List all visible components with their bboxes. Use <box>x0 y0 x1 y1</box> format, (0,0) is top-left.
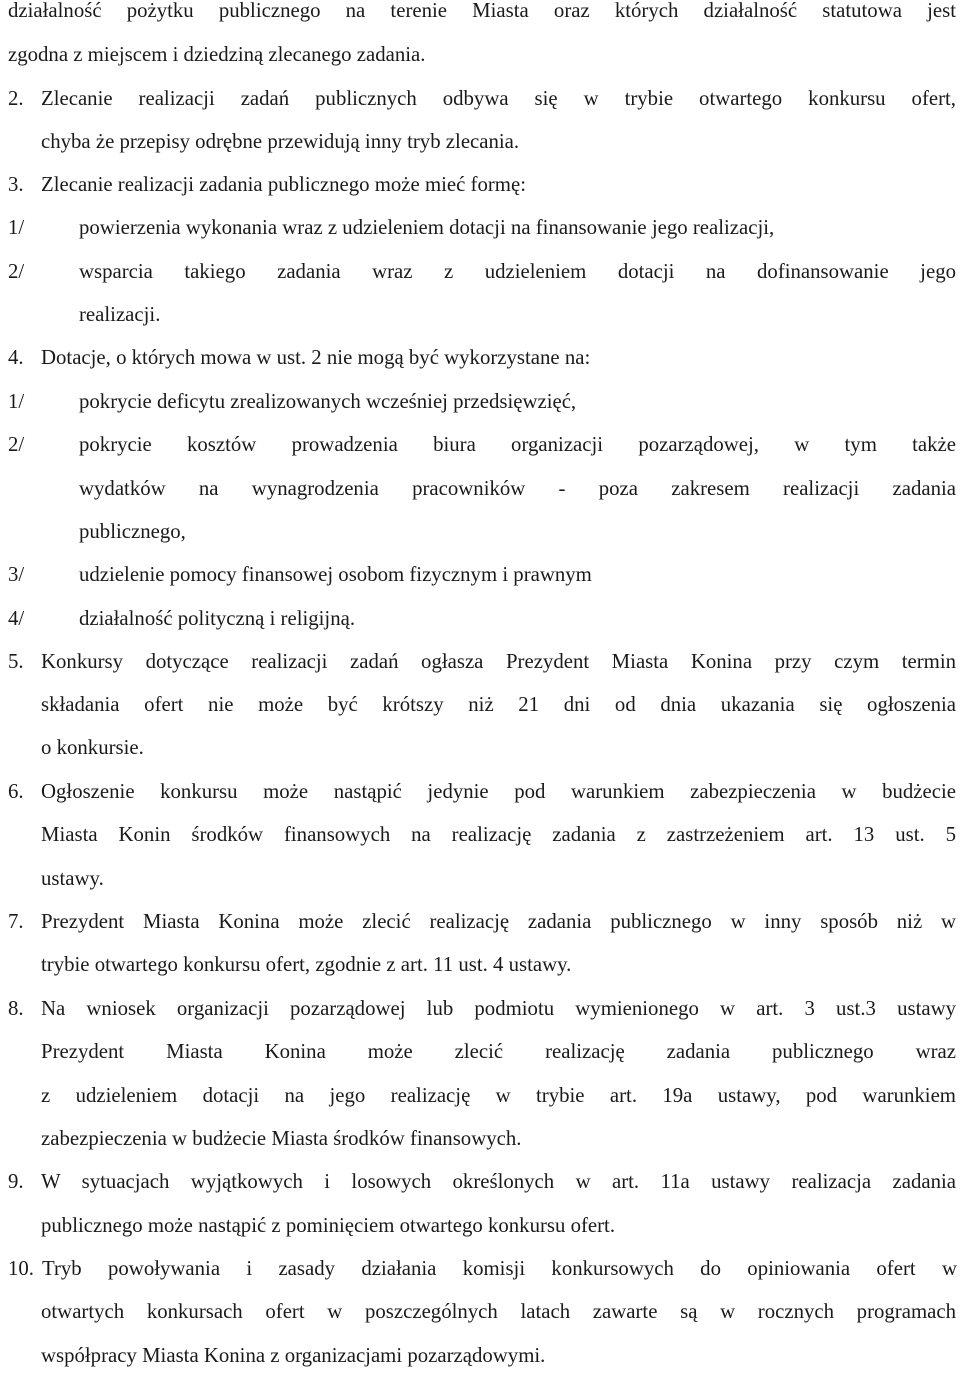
item-text: Dotacje, o których mowa w ust. 2 nie mogą być wykorzystane na: <box>41 346 591 369</box>
item-text: zabezpieczenia w budżecie Miasta środków finansowych. <box>41 1127 522 1150</box>
list-item <box>8 907 956 937</box>
item-number: 7. <box>8 910 24 933</box>
item-text: ustawy. <box>41 867 104 890</box>
item-text: Miasta Konin środków finansowych na realizację zadania z zastrzeżeniem art. 13 ust. 5 <box>41 823 956 846</box>
item-number: 5. <box>8 650 24 673</box>
item-number: 9. <box>8 1170 24 1193</box>
list-item <box>8 84 956 114</box>
item-text: chyba że przepisy odrębne przewidują inny tryb zlecania. <box>41 130 520 153</box>
text-line <box>8 733 956 763</box>
text-line <box>8 127 956 157</box>
item-text: Tryb powoływania i zasady działania komisji konkursowych do opiniowania ofert w <box>42 1257 957 1280</box>
item-text: składania ofert nie może być krótszy niż 21 dni od dnia ukazania się ogłoszenia <box>41 693 956 716</box>
sub-list-item <box>8 430 956 460</box>
item-text: o konkursie. <box>41 736 144 759</box>
item-text: publicznego może nastąpić z pominięciem otwartego konkursu ofert. <box>41 1214 616 1237</box>
item-number: 6. <box>8 780 24 803</box>
item-text: pokrycie deficytu zrealizowanych wcześniej przedsięwzięć, <box>79 390 577 413</box>
sub-list-item <box>8 560 956 590</box>
item-text: Prezydent Miasta Konina może zlecić realizację zadania publicznego wraz <box>41 1040 956 1063</box>
sub-list-item <box>8 387 956 417</box>
item-text: współpracy Miasta Konina z organizacjami pozarządowymi. <box>41 1344 546 1367</box>
sub-list-item <box>8 257 956 287</box>
list-item <box>8 1254 956 1284</box>
item-text: otwartych konkursach ofert w poszczególnych latach zawarte są w rocznych programach <box>41 1300 956 1323</box>
item-text: publicznego, <box>79 520 186 543</box>
text-line: działalność pożytku publicznego na terenie Miasta oraz których działalność statutowa jest <box>8 0 956 22</box>
item-text: W sytuacjach wyjątkowych i losowych określonych w art. 11a ustawy realizacja zadania <box>41 1170 956 1193</box>
item-number: 10. <box>8 1257 34 1280</box>
item-text: udzielenie pomocy finansowej osobom fizycznym i prawnym <box>79 563 592 586</box>
list-item <box>8 647 956 677</box>
item-text: Zlecanie realizacji zadań publicznych odbywa się w trybie otwartego konkursu ofert, <box>41 87 956 110</box>
item-text: Na wniosek organizacji pozarządowej lub podmiotu wymienionego w art. 3 ust.3 ustawy <box>41 997 956 1020</box>
item-number: 3. <box>8 173 24 196</box>
item-number: 8. <box>8 997 24 1020</box>
item-number: 3/ <box>8 563 25 586</box>
item-number: 2/ <box>8 433 25 456</box>
list-item <box>8 170 956 200</box>
item-number: 2. <box>8 87 24 110</box>
list-item <box>8 343 956 373</box>
sub-list-item <box>8 213 956 243</box>
list-item <box>8 777 956 807</box>
text-line <box>8 1037 956 1067</box>
item-text: trybie otwartego konkursu ofert, zgodnie z art. 11 ust. 4 ustawy. <box>41 953 572 976</box>
text-line <box>8 1341 956 1371</box>
item-text: Ogłoszenie konkursu może nastąpić jedynie pod warunkiem zabezpieczenia w budżecie <box>41 780 956 803</box>
text-line <box>8 300 956 330</box>
item-text: działalność polityczną i religijną. <box>79 607 356 630</box>
item-text: Prezydent Miasta Konina może zlecić realizację zadania publicznego w inny sposób niż w <box>41 910 956 933</box>
list-item <box>8 994 956 1024</box>
text-line <box>8 1211 956 1241</box>
item-number: 4. <box>8 346 24 369</box>
item-number: 1/ <box>8 216 25 239</box>
item-number: 1/ <box>8 390 25 413</box>
item-text: Zlecanie realizacji zadania publicznego może mieć formę: <box>41 173 526 196</box>
sub-list-item <box>8 604 956 634</box>
item-number: 4/ <box>8 607 25 630</box>
item-text: Konkursy dotyczące realizacji zadań ogłasza Prezydent Miasta Konina przy czym termin <box>41 650 956 673</box>
text-line <box>8 1081 956 1111</box>
text-line <box>8 517 956 547</box>
text-line <box>8 1124 956 1154</box>
item-text: realizacji. <box>79 303 161 326</box>
text-line <box>8 1297 956 1327</box>
text-line <box>8 474 956 504</box>
item-text: z udzieleniem dotacji na jego realizację w trybie art. 19a ustawy, pod warunkiem <box>41 1084 956 1107</box>
item-text: wydatków na wynagrodzenia pracowników - poza zakresem realizacji zadania <box>79 477 956 500</box>
text-line <box>8 950 956 980</box>
text-line <box>8 820 956 850</box>
item-text: pokrycie kosztów prowadzenia biura organizacji pozarządowej, w tym także <box>79 433 956 456</box>
text-line <box>8 690 956 720</box>
text-line: zgodna z miejscem i dziedziną zlecanego zadania. <box>8 43 426 66</box>
list-item <box>8 1167 956 1197</box>
item-text: wsparcia takiego zadania wraz z udzieleniem dotacji na dofinansowanie jego <box>79 260 956 283</box>
item-number: 2/ <box>8 260 25 283</box>
text-line <box>8 864 956 894</box>
item-text: powierzenia wykonania wraz z udzieleniem dotacji na finansowanie jego realizacji, <box>79 216 775 239</box>
